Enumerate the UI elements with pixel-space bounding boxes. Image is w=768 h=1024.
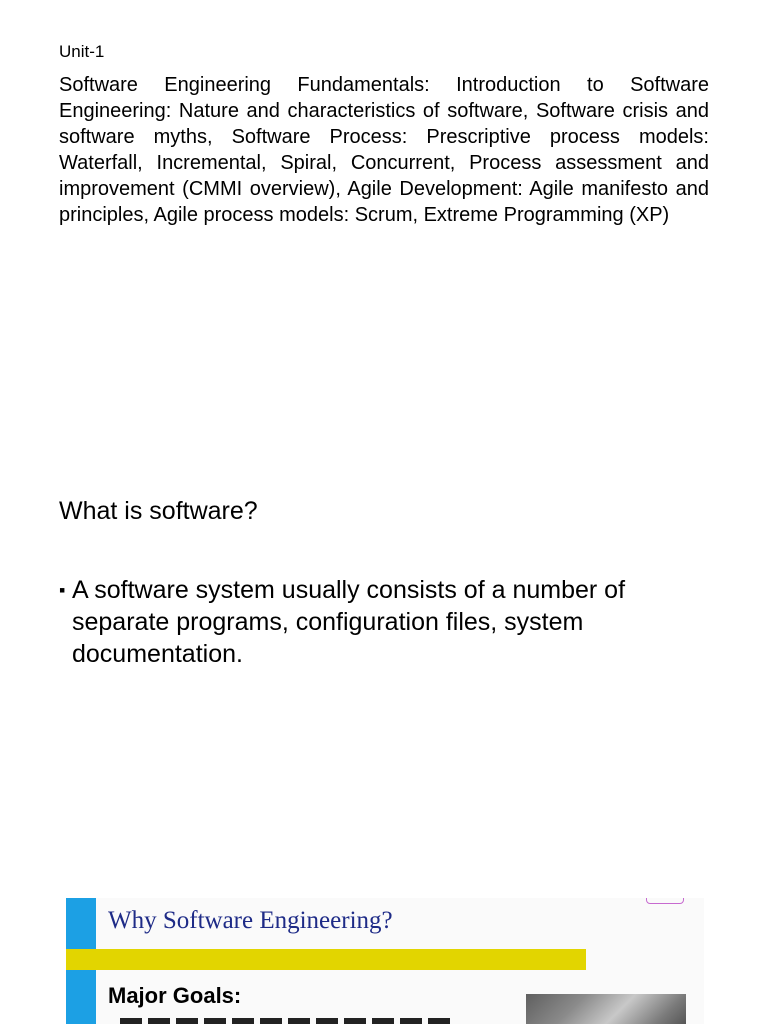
- slide-why-software-engineering: [66, 898, 704, 1024]
- slide-title-what-is-software: What is software?: [59, 497, 258, 525]
- highlight-bar: [66, 949, 586, 970]
- bullet-item: [59, 574, 679, 670]
- unit-heading: Unit-1: [59, 42, 105, 61]
- bullet-text: A software system usually consists of a number of separate programs, configuration files, system documentation.: [72, 576, 626, 668]
- decorative-frame-mark: [646, 898, 684, 904]
- cropped-text-line: [120, 1018, 450, 1024]
- slide-title: Why Software Engineering?: [108, 907, 393, 934]
- photo-image: [526, 994, 686, 1024]
- slide-subtitle: Major Goals:: [108, 983, 242, 1008]
- square-bullet-icon: ▪: [59, 580, 66, 600]
- syllabus-paragraph: Software Engineering Fundamentals: Introduction to Software Engineering: Nature and characteristics of software, Software crisis and software myths, Software Process: Prescriptive process models: Waterfall, Incremental, Spiral, Concurrent, Process assessment and improvement (CMMI overview), Agile Development: Agile manifesto and principles, Agile process models: Scrum, Extreme Programming (XP): [59, 74, 709, 226]
